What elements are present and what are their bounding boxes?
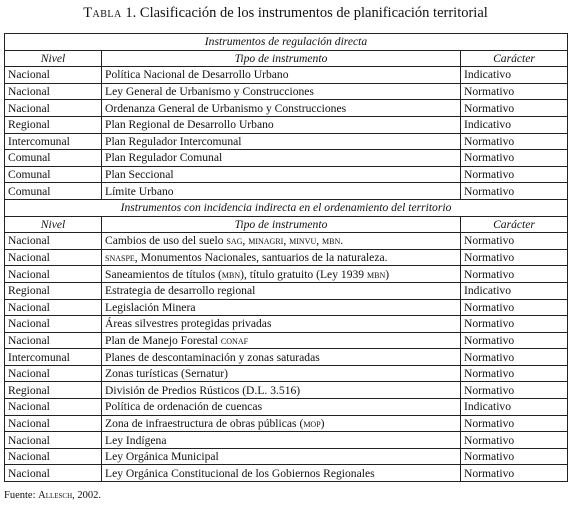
cell-nivel: Intercomunal [5,349,102,366]
cell-caracter: Normativo [461,166,568,183]
acronym: sag [226,234,243,248]
table-row [5,316,568,333]
cell-nivel: Nacional [5,299,102,316]
column-header-tipo: Tipo de instrumento [102,50,461,67]
cell-tipo: Ordenanza General de Urbanismo y Construcciones [102,100,461,117]
cell-caracter: Normativo [461,432,568,449]
cell-caracter: Indicativo [461,67,568,84]
table-row [5,233,568,250]
table-row [5,432,568,449]
acronym: mbn [221,267,241,281]
cell-tipo: Ley General de Urbanismo y Construcciones [102,83,461,100]
table-row [5,282,568,299]
cell-nivel: Nacional [5,83,102,100]
cell-caracter: Normativo [461,266,568,283]
table-row [5,349,568,366]
cell-nivel: Nacional [5,399,102,416]
section-header-row [5,199,568,216]
cell-nivel: Regional [5,116,102,133]
cell-nivel: Nacional [5,365,102,382]
cell-tipo: Política de ordenación de cuencas [102,399,461,416]
section-title: Instrumentos de regulación directa [5,34,568,51]
table-row [5,399,568,416]
table-row [5,166,568,183]
cell-tipo: Legislación Minera [102,299,461,316]
cell-caracter: Normativo [461,365,568,382]
cell-tipo: Zona de infraestructura de obras públicas (mop) [102,415,461,432]
planning-instruments-table [4,33,568,482]
section-title: Instrumentos con incidencia indirecta en el ordenamiento del territorio [5,199,568,216]
table-row [5,100,568,117]
cell-nivel: Nacional [5,332,102,349]
acronym: minvu [289,234,317,248]
cell-tipo: Saneamientos de títulos (mbn), título gratuito (Ley 1939 mbn) [102,266,461,283]
cell-tipo: Plan Regulador Intercomunal [102,133,461,150]
acronym: minagri [248,234,284,248]
acronym: mbn [367,267,386,281]
acronym: mbn [322,234,341,248]
source-label: Fuente: [4,490,39,501]
acronym: snaspe [105,251,135,265]
cell-caracter: Indicativo [461,399,568,416]
column-header-nivel: Nivel [5,216,102,233]
cell-tipo: Ley Orgánica Municipal [102,448,461,465]
caption-label: Tabla [83,5,122,21]
cell-nivel: Regional [5,382,102,399]
cell-nivel: Nacional [5,432,102,449]
cell-caracter: Normativo [461,415,568,432]
cell-nivel: Comunal [5,150,102,167]
cell-caracter: Normativo [461,299,568,316]
cell-nivel: Nacional [5,465,102,482]
cell-nivel: Nacional [5,100,102,117]
column-header-row [5,216,568,233]
cell-tipo: snaspe, Monumentos Nacionales, santuarios de la naturaleza. [102,249,461,266]
table-row [5,365,568,382]
cell-caracter: Normativo [461,349,568,366]
cell-caracter: Normativo [461,448,568,465]
cell-tipo: Ley Indígena [102,432,461,449]
cell-nivel: Nacional [5,249,102,266]
cell-nivel: Nacional [5,448,102,465]
cell-tipo: Zonas turísticas (Sernatur) [102,365,461,382]
cell-tipo: Cambios de uso del suelo sag, minagri, minvu, mbn. [102,233,461,250]
table-row [5,415,568,432]
table-row [5,133,568,150]
acronym: conaf [220,333,249,347]
table-row [5,67,568,84]
cell-tipo: Límite Urbano [102,183,461,200]
cell-caracter: Normativo [461,316,568,333]
table-row [5,299,568,316]
table-row [5,465,568,482]
cell-caracter: Normativo [461,249,568,266]
table-row [5,83,568,100]
table-row [5,448,568,465]
cell-caracter: Normativo [461,83,568,100]
column-header-caracter: Carácter [461,216,568,233]
column-header-caracter: Carácter [461,50,568,67]
cell-nivel: Comunal [5,183,102,200]
cell-caracter: Normativo [461,100,568,117]
cell-tipo: Plan Seccional [102,166,461,183]
cell-caracter: Normativo [461,183,568,200]
cell-nivel: Nacional [5,415,102,432]
table-row [5,332,568,349]
table-caption [0,4,571,22]
cell-caracter: Normativo [461,133,568,150]
column-header-nivel: Nivel [5,50,102,67]
section-header-row [5,34,568,51]
cell-caracter: Normativo [461,233,568,250]
cell-caracter: Normativo [461,382,568,399]
cell-nivel: Intercomunal [5,133,102,150]
cell-nivel: Nacional [5,233,102,250]
cell-caracter: Normativo [461,465,568,482]
cell-nivel: Regional [5,282,102,299]
source-year: , 2002. [72,490,102,501]
cell-caracter: Normativo [461,332,568,349]
acronym: mop [303,416,321,430]
table-row [5,150,568,167]
cell-nivel: Nacional [5,316,102,333]
source-author: Allesch [38,490,73,501]
cell-tipo: Plan de Manejo Forestal conaf [102,332,461,349]
cell-tipo: Planes de descontaminación y zonas saturadas [102,349,461,366]
cell-nivel: Comunal [5,166,102,183]
cell-tipo: Política Nacional de Desarrollo Urbano [102,67,461,84]
caption-text: 1. Clasificación de los instrumentos de planificación territorial [121,5,488,21]
cell-caracter: Normativo [461,150,568,167]
table-row [5,116,568,133]
cell-nivel: Nacional [5,67,102,84]
cell-tipo: Ley Orgánica Constitucional de los Gobiernos Regionales [102,465,461,482]
table-row [5,249,568,266]
table-body [5,34,568,482]
cell-tipo: División de Predios Rústicos (D.L. 3.516) [102,382,461,399]
table-row [5,183,568,200]
cell-tipo: Plan Regional de Desarrollo Urbano [102,116,461,133]
cell-caracter: Indicativo [461,282,568,299]
cell-tipo: Estrategia de desarrollo regional [102,282,461,299]
table-row [5,382,568,399]
table-row [5,266,568,283]
cell-caracter: Indicativo [461,116,568,133]
cell-tipo: Áreas silvestres protegidas privadas [102,316,461,333]
cell-tipo: Plan Regulador Comunal [102,150,461,167]
table-source [4,489,101,502]
column-header-tipo: Tipo de instrumento [102,216,461,233]
column-header-row [5,50,568,67]
cell-nivel: Nacional [5,266,102,283]
